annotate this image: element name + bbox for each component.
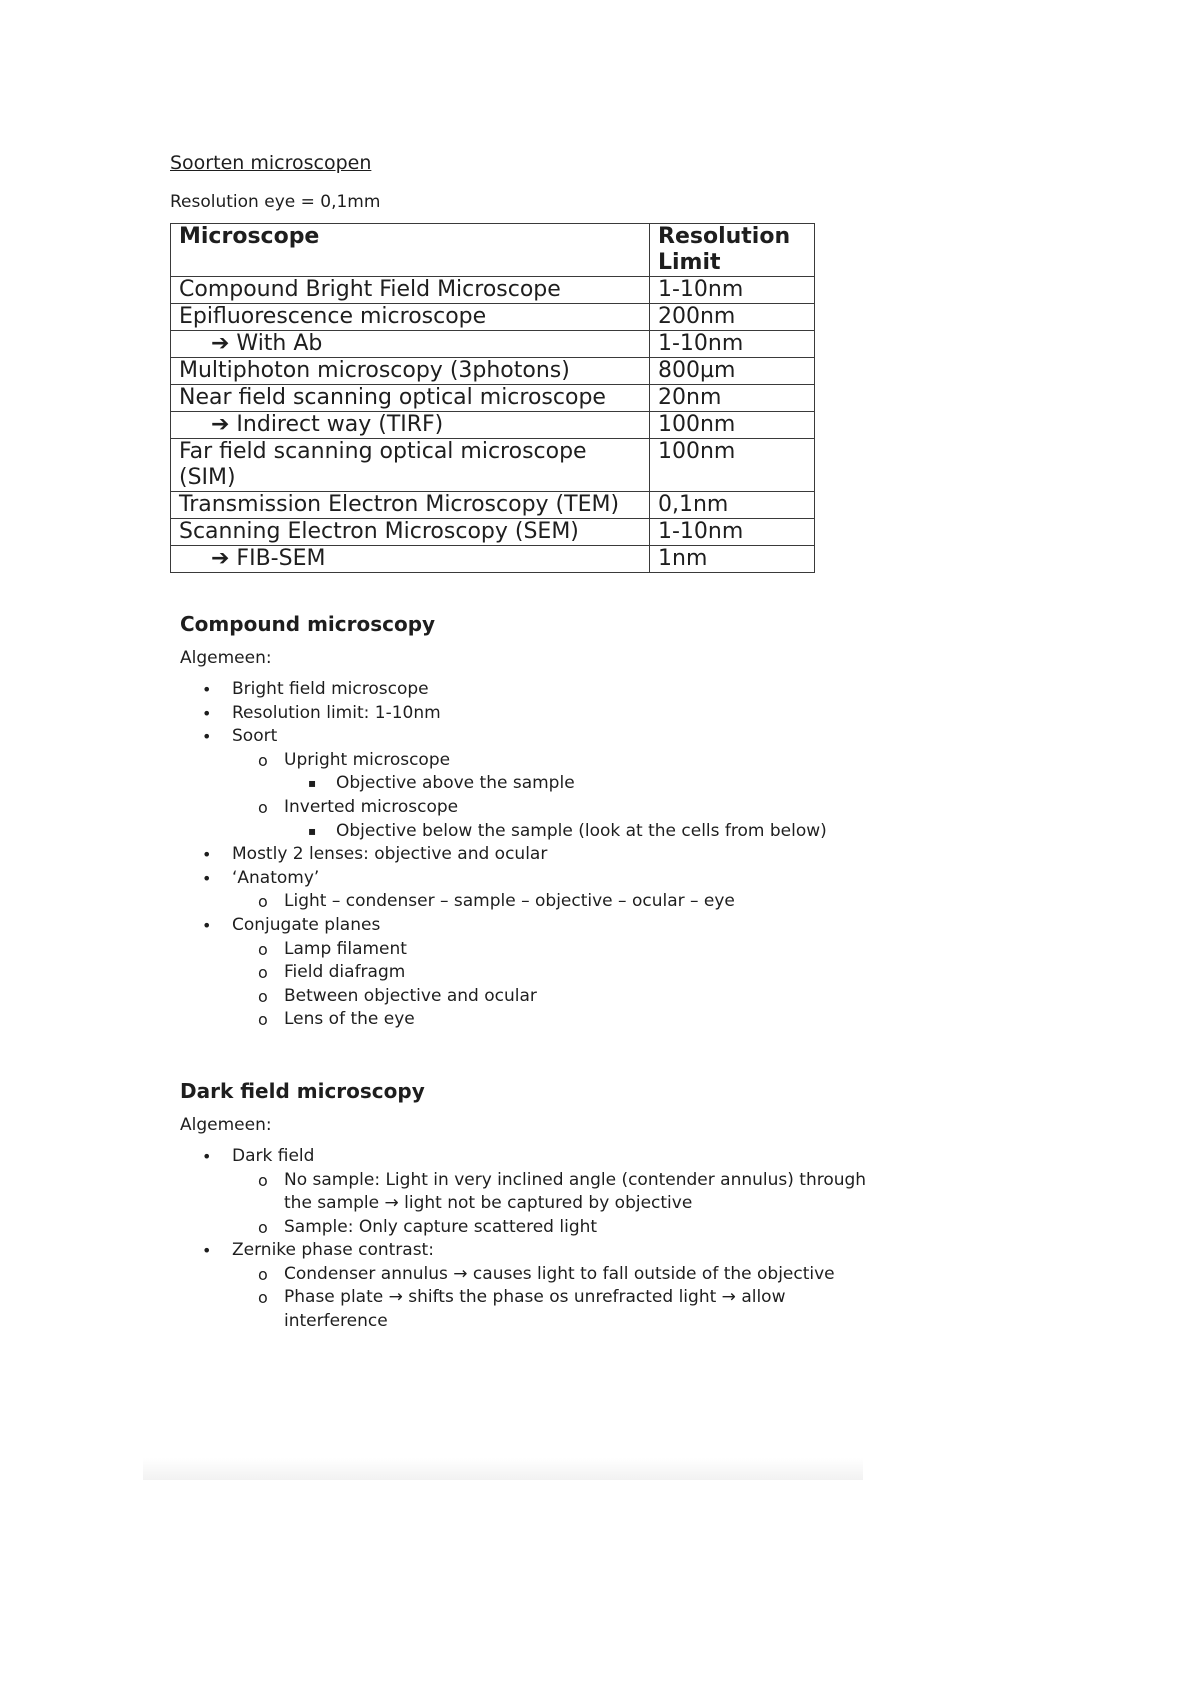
list-item: [232, 1216, 870, 1240]
table-row: [171, 519, 815, 546]
list-item: [232, 890, 870, 914]
list-item: [180, 1145, 870, 1239]
table-cell-microscope: ➔ With Ab: [171, 331, 650, 358]
table-cell-microscope: ➔ Indirect way (TIRF): [171, 412, 650, 439]
list-item-text: Mostly 2 lenses: objective and ocular: [232, 844, 548, 865]
list-item: [232, 961, 870, 985]
page-title: Soorten microscopen: [170, 152, 372, 174]
table-row: [171, 412, 815, 439]
list-item-text: Objective above the sample: [336, 773, 575, 794]
eye-resolution-text: Resolution eye = 0,1mm: [170, 192, 381, 212]
sublist: [284, 772, 870, 796]
table-cell-resolution: 800µm: [650, 358, 815, 385]
list-item: [284, 772, 870, 796]
list-item: [180, 843, 870, 867]
table-cell-microscope: Near field scanning optical microscope: [171, 385, 650, 412]
list-item-text: Inverted microscope: [284, 796, 459, 817]
table-cell-resolution: 100nm: [650, 412, 815, 439]
list-item-text: Soort: [232, 726, 278, 747]
sublist: [232, 938, 870, 1032]
list-item-text: Lamp filament: [284, 938, 407, 959]
table-cell-microscope: Compound Bright Field Microscope: [171, 277, 650, 304]
table-cell-microscope: Scanning Electron Microscopy (SEM): [171, 519, 650, 546]
list-item-text: ‘Anatomy’: [232, 867, 320, 888]
table-row: [171, 304, 815, 331]
list-item-text: Light – condenser – sample – objective – ocular – eye: [284, 891, 735, 912]
sublist: [232, 1169, 870, 1240]
table-cell-microscope: Epifluorescence microscope: [171, 304, 650, 331]
list-item-text: Sample: Only capture scattered light: [284, 1216, 598, 1237]
list-item-text: Phase plate → shifts the phase os unrefracted light → allow interference: [284, 1287, 786, 1332]
table-row: [171, 385, 815, 412]
list-item-text: Condenser annulus → causes light to fall outside of the objective: [284, 1263, 835, 1284]
document-body: [170, 150, 870, 1334]
table-row: [171, 277, 815, 304]
sublist: [232, 1263, 870, 1334]
list-item-text: Conjugate planes: [232, 914, 381, 935]
table-cell-resolution: 20nm: [650, 385, 815, 412]
list-item: [180, 725, 870, 843]
section-title-dark-field: Dark field microscopy: [180, 1078, 425, 1103]
table-cell-resolution: 1-10nm: [650, 277, 815, 304]
sublist: [284, 820, 870, 844]
column-header-resolution-limit: Resolution Limit: [650, 224, 815, 277]
column-header-microscope: Microscope: [171, 224, 650, 277]
table-header-row: [171, 224, 815, 277]
list-item: [232, 749, 870, 796]
list-item: [232, 938, 870, 962]
table-row: [171, 358, 815, 385]
list-item: [180, 1239, 870, 1333]
section-label-algemeen: Algemeen:: [180, 1114, 272, 1135]
list-item-text: Dark field: [232, 1145, 315, 1166]
list-item: [232, 1008, 870, 1032]
list-item: [180, 867, 870, 914]
table-row: [171, 546, 815, 573]
table-row: [171, 439, 815, 492]
table-row: [171, 492, 815, 519]
sublist: [232, 890, 870, 914]
list-item: [232, 985, 870, 1009]
list-item-text: Bright field microscope: [232, 679, 429, 699]
table-cell-microscope: Transmission Electron Microscopy (TEM): [171, 492, 650, 519]
table-cell-resolution: 100nm: [650, 439, 815, 492]
list-item: [232, 796, 870, 843]
page-fade-edge: [143, 1458, 863, 1480]
list-item-text: Resolution limit: 1-10nm: [232, 702, 441, 723]
list-item-text: No sample: Light in very inclined angle (contender annulus) through the sample → light not be captured by objective: [284, 1169, 867, 1214]
dark-field-list: [170, 1145, 870, 1334]
table-cell-resolution: 1-10nm: [650, 519, 815, 546]
list-item: [180, 702, 870, 726]
list-item: [180, 914, 870, 1032]
table-cell-microscope: ➔ FIB-SEM: [171, 546, 650, 573]
section-title-compound: Compound microscopy: [180, 612, 436, 636]
table-cell-resolution: 1-10nm: [650, 331, 815, 358]
list-item-text: Upright microscope: [284, 749, 451, 770]
table-cell-resolution: 200nm: [650, 304, 815, 331]
list-item: [232, 1263, 870, 1287]
compound-list: [170, 678, 870, 1032]
table-cell-resolution: 1nm: [650, 546, 815, 573]
table-cell-microscope: Multiphoton microscopy (3photons): [171, 358, 650, 385]
sublist: [232, 749, 870, 843]
list-item: [180, 678, 870, 702]
list-item-text: Zernike phase contrast:: [232, 1240, 434, 1261]
table-cell-resolution: 0,1nm: [650, 492, 815, 519]
list-item-text: Field diafragm: [284, 962, 406, 983]
table-cell-microscope: Far field scanning optical microscope (SIM): [171, 439, 650, 492]
list-item-text: Objective below the sample (look at the cells from below): [336, 820, 827, 841]
table-row: [171, 331, 815, 358]
microscope-resolution-table: [170, 223, 815, 573]
section-label-algemeen: Algemeen:: [180, 648, 272, 668]
list-item: [232, 1169, 870, 1216]
list-item-text: Lens of the eye: [284, 1009, 415, 1030]
list-item-text: Between objective and ocular: [284, 985, 537, 1006]
list-item: [284, 820, 870, 844]
list-item: [232, 1286, 870, 1333]
